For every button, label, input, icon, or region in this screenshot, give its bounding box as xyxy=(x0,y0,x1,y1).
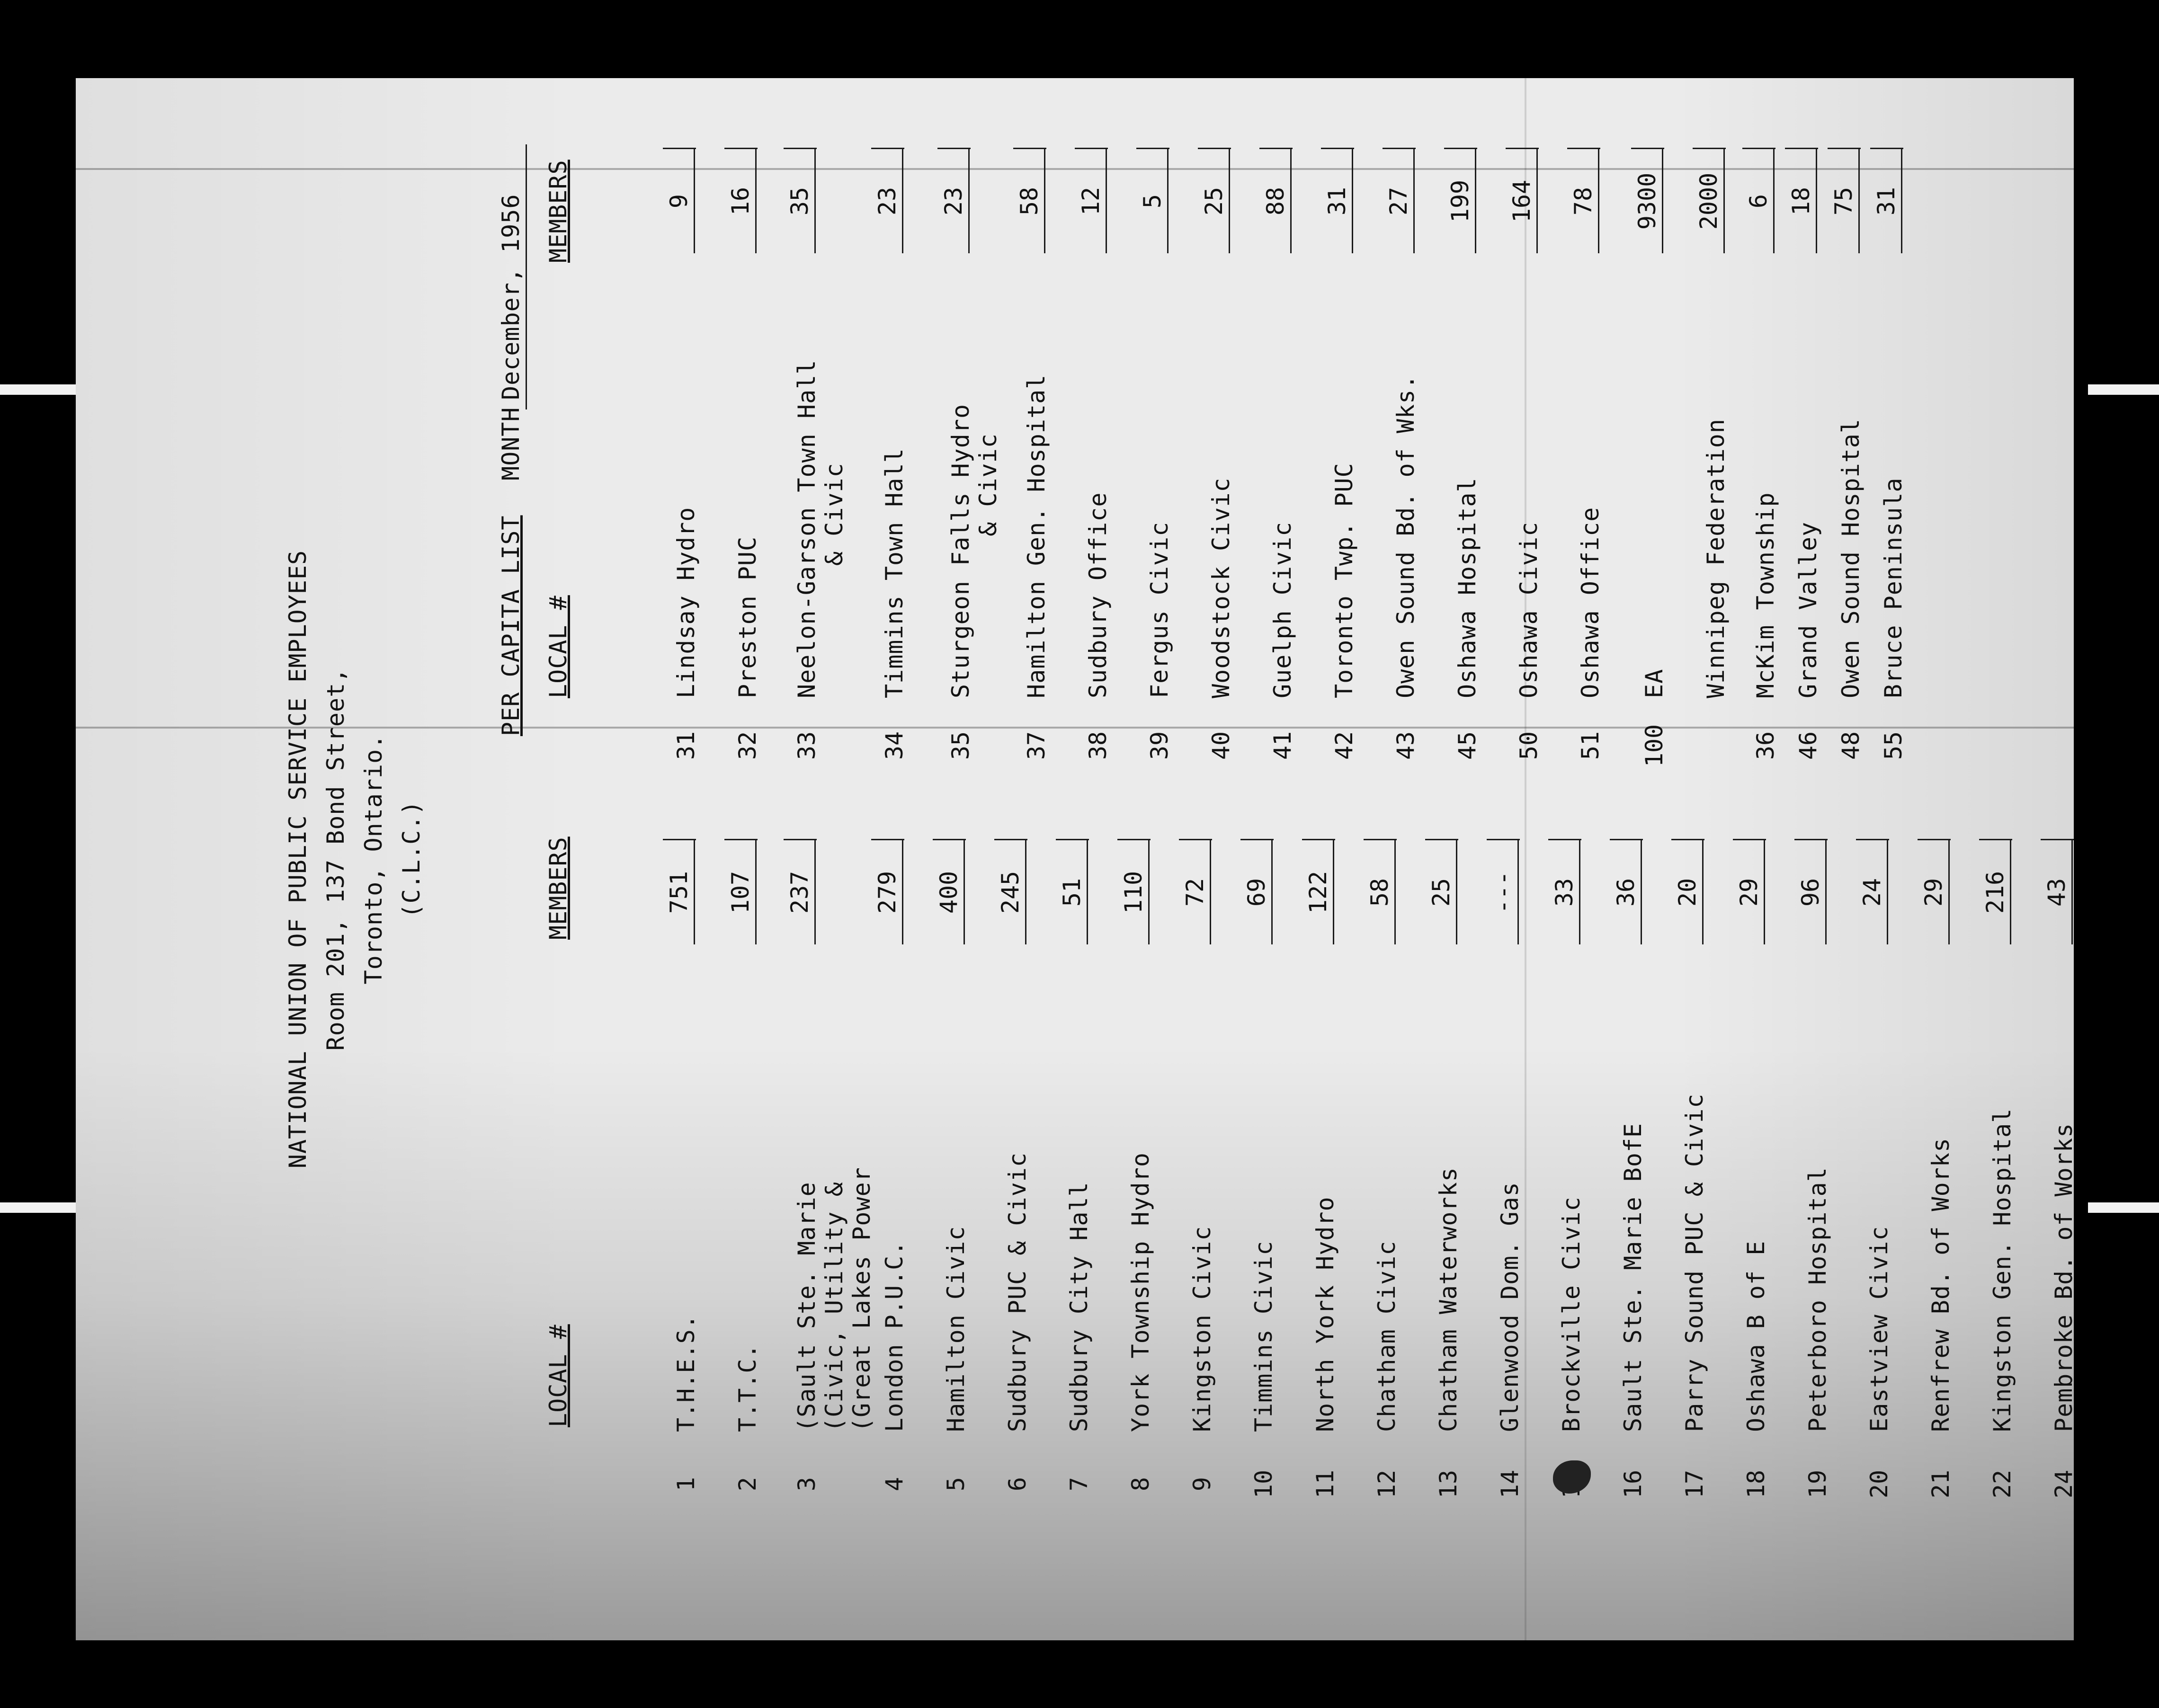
member-underline xyxy=(1352,149,1353,253)
local-number: 13 xyxy=(1435,1469,1462,1499)
local-name: McKim Township xyxy=(1752,492,1779,698)
member-tick xyxy=(1631,148,1664,149)
member-count: 751 xyxy=(665,871,693,914)
local-name: Oshawa B of E xyxy=(1742,1240,1770,1432)
local-number: 14 xyxy=(1496,1469,1524,1499)
local-name: T.T.C. xyxy=(734,1343,761,1432)
member-count: 29 xyxy=(1735,878,1763,907)
local-number: 33 xyxy=(793,731,821,760)
member-count: 35 xyxy=(786,187,813,216)
member-tick xyxy=(784,148,817,149)
member-tick xyxy=(2041,839,2074,840)
member-count: 110 xyxy=(1120,871,1147,914)
member-underline xyxy=(755,149,757,253)
local-number: 18 xyxy=(1742,1469,1770,1499)
member-underline xyxy=(902,149,903,253)
local-number: 51 xyxy=(1577,731,1604,760)
local-number: 35 xyxy=(947,731,974,760)
local-number: 19 xyxy=(1804,1469,1831,1499)
local-name: (Sault Ste. Marie (Civic, Utility & (Great Lakes Power xyxy=(793,1167,875,1432)
member-count: 18 xyxy=(1787,187,1815,216)
member-tick xyxy=(1302,839,1335,840)
local-number: 11 xyxy=(1311,1469,1339,1499)
member-tick xyxy=(933,839,966,840)
member-underline xyxy=(1702,840,1704,944)
member-tick xyxy=(1179,839,1212,840)
local-name: North York Hydro xyxy=(1311,1196,1339,1432)
member-underline xyxy=(902,840,903,944)
month-underline xyxy=(526,144,527,409)
member-underline xyxy=(755,840,757,944)
org-title: NATIONAL UNION OF PUBLIC SERVICE EMPLOYEES xyxy=(284,550,312,1169)
local-name: Chatham Civic xyxy=(1373,1240,1401,1432)
local-header-left: LOCAL # xyxy=(544,1324,572,1427)
member-count: 237 xyxy=(786,871,813,914)
member-count: 33 xyxy=(1551,878,1578,907)
member-tick xyxy=(1383,148,1416,149)
member-count: 36 xyxy=(1612,878,1640,907)
member-count: 51 xyxy=(1058,878,1086,907)
local-number: 100 xyxy=(1641,724,1668,767)
ink-stain xyxy=(1553,1460,1591,1494)
member-underline xyxy=(1662,149,1663,253)
member-underline xyxy=(1148,840,1150,944)
local-name: Sudbury PUC & Civic xyxy=(1004,1152,1031,1432)
local-name: Sudbury Office xyxy=(1084,492,1112,698)
local-name: Timmins Town Hall xyxy=(881,448,908,698)
member-count: 23 xyxy=(940,187,967,216)
local-name: Chatham Waterworks xyxy=(1435,1167,1462,1432)
member-underline xyxy=(1210,840,1211,944)
member-tick xyxy=(1548,839,1581,840)
member-count: 9 xyxy=(665,194,693,209)
member-count: 58 xyxy=(1016,187,1043,216)
local-number: 3 xyxy=(793,1477,821,1492)
local-name: Kingston Gen. Hospital xyxy=(1989,1108,2016,1432)
local-name: York Township Hydro xyxy=(1127,1152,1154,1432)
member-tick xyxy=(1136,148,1169,149)
local-name: Neelon-Garson Town Hall & Civic xyxy=(793,359,848,698)
address-line-2: Toronto, Ontario. xyxy=(360,734,387,985)
member-tick xyxy=(724,839,758,840)
local-number: 41 xyxy=(1269,731,1296,760)
month-value: December, 1956 xyxy=(497,194,525,400)
member-count: 29 xyxy=(1920,878,1947,907)
member-count: 58 xyxy=(1366,878,1393,907)
local-number: 12 xyxy=(1373,1469,1401,1499)
member-count: 6 xyxy=(1745,194,1772,209)
member-underline xyxy=(1579,840,1580,944)
local-name: Parry Sound PUC & Civic xyxy=(1681,1093,1708,1432)
local-number: 24 xyxy=(2050,1469,2078,1499)
local-number: 31 xyxy=(672,731,700,760)
member-count: 122 xyxy=(1304,871,1332,914)
member-tick xyxy=(1013,148,1046,149)
member-underline xyxy=(1948,840,1950,944)
local-number: 17 xyxy=(1681,1469,1708,1499)
local-name: Oshawa Civic xyxy=(1515,521,1543,698)
member-tick xyxy=(1671,839,1704,840)
local-name: Owen Sound Hospital xyxy=(1837,418,1865,698)
local-number: 8 xyxy=(1127,1477,1154,1492)
local-name: EA xyxy=(1641,668,1668,698)
local-number: 43 xyxy=(1392,731,1419,760)
local-number: 39 xyxy=(1146,731,1173,760)
local-name: Hamilton Civic xyxy=(942,1226,970,1432)
local-header-right: LOCAL # xyxy=(544,595,572,698)
member-count: 43 xyxy=(2043,878,2070,907)
member-tick xyxy=(1075,148,1108,149)
member-underline xyxy=(1087,840,1088,944)
member-underline xyxy=(1773,149,1775,253)
address-line-1: Room 201, 137 Bond Street, xyxy=(322,667,349,1051)
member-tick xyxy=(1506,148,1539,149)
member-count: 25 xyxy=(1200,187,1228,216)
member-tick xyxy=(1610,839,1643,840)
scanned-page xyxy=(76,78,2078,1640)
member-underline xyxy=(1536,149,1538,253)
member-count: 199 xyxy=(1446,179,1474,223)
member-underline xyxy=(964,840,965,944)
member-count: 88 xyxy=(1262,187,1289,216)
local-number: 34 xyxy=(881,731,908,760)
member-count: 20 xyxy=(1674,878,1701,907)
member-tick xyxy=(1259,148,1293,149)
member-tick xyxy=(1425,839,1458,840)
local-name: Glenwood Dom. Gas xyxy=(1496,1182,1524,1432)
member-underline xyxy=(1044,149,1045,253)
member-underline xyxy=(1598,149,1599,253)
local-name: T.H.E.S. xyxy=(672,1314,700,1432)
member-count: 16 xyxy=(727,187,754,216)
member-underline xyxy=(1764,840,1765,944)
local-name: Sudbury City Hall xyxy=(1065,1182,1093,1432)
local-name: Guelph Civic xyxy=(1269,521,1296,698)
member-underline xyxy=(2010,840,2011,944)
member-underline xyxy=(1229,149,1230,253)
member-underline xyxy=(1025,840,1026,944)
local-number: 46 xyxy=(1794,731,1822,760)
member-count: 31 xyxy=(1323,187,1351,216)
member-tick xyxy=(1321,148,1354,149)
local-number: 5 xyxy=(942,1477,970,1492)
member-tick xyxy=(994,839,1027,840)
local-name: Fergus Civic xyxy=(1146,521,1173,698)
member-count: --- xyxy=(1489,871,1517,914)
member-underline xyxy=(1333,840,1334,944)
member-tick xyxy=(1918,839,1951,840)
member-count: 72 xyxy=(1181,878,1209,907)
member-underline xyxy=(694,840,695,944)
member-underline xyxy=(1816,149,1817,253)
member-tick xyxy=(1742,148,1775,149)
member-tick xyxy=(1870,148,1903,149)
member-underline xyxy=(814,149,816,253)
per-capita-list-title: PER CAPITA LIST xyxy=(497,515,525,736)
member-tick xyxy=(784,839,817,840)
local-name: Bruce Peninsula xyxy=(1880,477,1907,698)
members-header-left: MEMBERS xyxy=(544,836,572,940)
local-name: Grand Valley xyxy=(1794,521,1822,698)
member-count: 5 xyxy=(1139,194,1166,209)
member-underline xyxy=(968,149,970,253)
local-name: Sturgeon Falls Hydro & Civic xyxy=(947,403,1002,698)
local-name: Eastview Civic xyxy=(1865,1226,1893,1432)
member-count: 25 xyxy=(1427,878,1455,907)
local-name: London P.U.C. xyxy=(881,1240,908,1432)
member-underline xyxy=(814,840,816,944)
local-number: 36 xyxy=(1752,731,1779,760)
member-count: 279 xyxy=(874,871,901,914)
month-label: MONTH xyxy=(497,407,525,480)
document-body xyxy=(76,78,2078,1640)
local-name: Peterboro Hospital xyxy=(1804,1167,1831,1432)
member-count: 78 xyxy=(1570,187,1597,216)
member-tick xyxy=(1828,148,1861,149)
local-name: Hamilton Gen. Hospital xyxy=(1023,374,1050,698)
local-number: 32 xyxy=(734,731,761,760)
member-underline xyxy=(1517,840,1519,944)
local-name: Kingston Civic xyxy=(1188,1226,1216,1432)
local-name: Lindsay Hydro xyxy=(672,507,700,698)
local-name: Sault Ste. Marie BofE xyxy=(1619,1122,1647,1432)
local-number: 9 xyxy=(1188,1477,1216,1492)
local-number: 55 xyxy=(1880,731,1907,760)
local-number: 40 xyxy=(1207,731,1235,760)
local-name: Preston PUC xyxy=(734,536,761,698)
member-underline xyxy=(1394,840,1396,944)
member-tick xyxy=(1794,839,1828,840)
member-count: 107 xyxy=(727,871,754,914)
member-underline xyxy=(694,149,695,253)
member-count: 27 xyxy=(1385,187,1412,216)
local-name: Oshawa Hospital xyxy=(1454,477,1481,698)
local-number: 45 xyxy=(1454,731,1481,760)
local-name: Brockville Civic xyxy=(1558,1196,1585,1432)
member-count: 2000 xyxy=(1695,172,1722,230)
member-underline xyxy=(1106,149,1107,253)
member-underline xyxy=(2071,840,2073,944)
local-number: 22 xyxy=(1989,1469,2016,1499)
member-underline xyxy=(1456,840,1457,944)
local-number: 38 xyxy=(1084,731,1112,760)
member-tick xyxy=(871,148,904,149)
local-name: Oshawa Office xyxy=(1577,507,1604,698)
member-tick xyxy=(1693,148,1726,149)
member-tick xyxy=(1364,839,1397,840)
local-number: 10 xyxy=(1250,1469,1277,1499)
members-header-right: MEMBERS xyxy=(544,160,572,263)
member-tick xyxy=(724,148,758,149)
affiliation: (C.L.C.) xyxy=(398,800,425,918)
member-tick xyxy=(1056,839,1089,840)
member-count: 24 xyxy=(1858,878,1886,907)
member-count: 69 xyxy=(1243,878,1270,907)
member-count: 96 xyxy=(1797,878,1824,907)
member-underline xyxy=(1858,149,1860,253)
member-count: 12 xyxy=(1077,187,1105,216)
local-number: 50 xyxy=(1515,731,1543,760)
member-tick xyxy=(1444,148,1477,149)
local-number: 37 xyxy=(1023,731,1050,760)
member-tick xyxy=(1487,839,1520,840)
member-underline xyxy=(1290,149,1292,253)
member-count: 31 xyxy=(1873,187,1900,216)
member-tick xyxy=(1240,839,1274,840)
member-tick xyxy=(1198,148,1231,149)
member-underline xyxy=(1413,149,1415,253)
member-underline xyxy=(1887,840,1888,944)
member-underline xyxy=(1723,149,1725,253)
local-number: 48 xyxy=(1837,731,1865,760)
member-count: 9300 xyxy=(1633,172,1661,230)
member-count: 75 xyxy=(1830,187,1857,216)
local-name: Renfrew Bd. of Works xyxy=(1927,1137,1954,1432)
local-name: Woodstock Civic xyxy=(1207,477,1235,698)
local-name: Owen Sound Bd. of Wks. xyxy=(1392,374,1419,698)
local-number: 16 xyxy=(1619,1469,1647,1499)
binding-band xyxy=(2088,1202,2159,1213)
member-underline xyxy=(1167,149,1169,253)
member-count: 164 xyxy=(1508,179,1535,223)
binding-band xyxy=(2088,384,2159,395)
member-underline xyxy=(1475,149,1476,253)
member-count: 400 xyxy=(935,871,963,914)
member-count: 23 xyxy=(874,187,901,216)
local-number: 20 xyxy=(1865,1469,1893,1499)
local-name: Toronto Twp. PUC xyxy=(1330,463,1358,698)
member-underline xyxy=(1901,149,1902,253)
member-tick xyxy=(871,839,904,840)
local-number: 42 xyxy=(1330,731,1358,760)
member-count: 245 xyxy=(997,871,1024,914)
member-tick xyxy=(1856,839,1889,840)
local-number: 6 xyxy=(1004,1477,1031,1492)
member-tick xyxy=(1733,839,1766,840)
member-tick xyxy=(1979,839,2012,840)
local-number: 21 xyxy=(1927,1469,1954,1499)
local-number: 1 xyxy=(672,1477,700,1492)
member-underline xyxy=(1825,840,1827,944)
member-underline xyxy=(1641,840,1642,944)
local-name: Pembroke Bd. of Works xyxy=(2050,1122,2078,1432)
member-underline xyxy=(1271,840,1273,944)
local-number: 4 xyxy=(881,1477,908,1492)
local-number: 7 xyxy=(1065,1477,1093,1492)
local-name: Winnipeg Federation xyxy=(1702,418,1730,698)
member-tick xyxy=(663,148,696,149)
member-tick xyxy=(1117,839,1151,840)
member-tick xyxy=(1785,148,1818,149)
local-number: 2 xyxy=(734,1477,761,1492)
local-name: Timmins Civic xyxy=(1250,1240,1277,1432)
member-tick xyxy=(663,839,696,840)
member-tick xyxy=(937,148,971,149)
member-count: 216 xyxy=(1981,871,2009,914)
member-tick xyxy=(1567,148,1600,149)
